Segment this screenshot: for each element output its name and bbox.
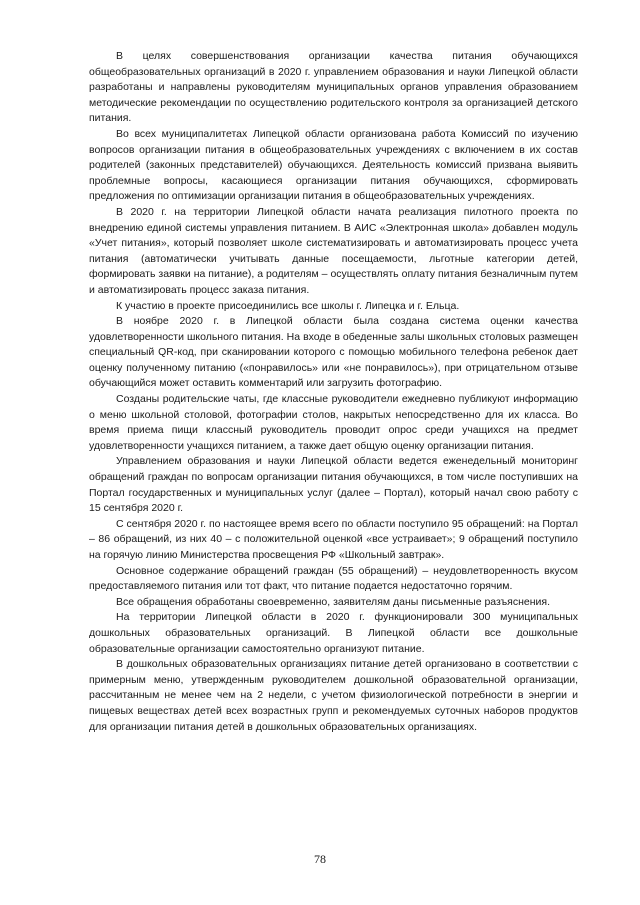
paragraph: В ноябре 2020 г. в Липецкой области была создана система оценки качества удовлетворенности школьного питания. На входе в обеденные залы школьных столовых размещен специальный QR-код, при сканировании которого с помощью мобильного телефона ребенок дает оценку полученному питанию («понравилось» или «не понравилось»), при отрицательном отзыве обучающийся может оставить комментарий или загрузить фотографию. bbox=[89, 315, 578, 390]
paragraph: С сентября 2020 г. по настоящее время всего по области поступило 95 обращений: на Портал – 86 обращений, из них 40 – с положительной оценкой «все устраивает»; 9 обращений поступило на горячую линию Министерства просвещения РФ «Школьный завтрак». bbox=[89, 517, 578, 561]
paragraph: К участию в проекте присоединились все школы г. Липецка и г. Ельца. bbox=[116, 299, 460, 312]
paragraph: Основное содержание обращений граждан (55 обращений) – неудовлетворенность вкусом предоставляемого питания или тот факт, что питание подается недостаточно горячим. bbox=[89, 564, 578, 593]
paragraph: Созданы родительские чаты, где классные руководители ежедневно публикуют информацию о меню школьной столовой, фотографии столов, накрытых непосредственно для их класса. Во время приема пищи классный руководитель проводит опрос среди учащихся на предмет удовлетворенности учащихся питанием, а также дает общую оценку организации питания. bbox=[89, 393, 578, 452]
paragraph: В 2020 г. на территории Липецкой области начата реализация пилотного проекта по внедрению единой системы управления питанием. В АИС «Электронная школа» добавлен модуль «Учет питания», который позволяет школе систематизировать и автоматизировать процесс учета питания (автоматически учитывать данные посещаемости, льготные категории детей, формировать заявки на питание), а родителям – осуществлять оплату питания безналичным путем и автоматизировать процесс заказа питания. bbox=[89, 205, 578, 296]
page-number: 78 bbox=[314, 852, 326, 866]
paragraph: Управлением образования и науки Липецкой области ведется еженедельный мониторинг обращений граждан по вопросам организации питания обучающихся, в том числе поступивших на Портал государственных и муниципальных услуг (далее – Портал), который начал свою работу с 15 сентября 2020 г. bbox=[89, 455, 578, 515]
paragraph: Во всех муниципалитетах Липецкой области организована работа Комиссий по изучению вопросов организации питания в общеобразовательных учреждениях с включением в их состав родителей (законных представителей) обучающихся. Деятельность комиссий призвана выявить проблемные вопросы, касающиеся организации питания обучающихся, сформировать предложения по оптимизации организации питания в общеобразовательных учреждениях. bbox=[89, 127, 578, 203]
paragraph: На территории Липецкой области в 2020 г. функционировали 300 муниципальных дошкольных образовательных организаций. В Липецкой области все дошкольные образовательные организации самостоятельно организуют питание. bbox=[89, 611, 578, 655]
paragraph: Все обращения обработаны своевременно, заявителям даны письменные разъяснения. bbox=[116, 595, 551, 608]
paragraph: В целях совершенствования организации качества питания обучающихся общеобразовательных организаций в 2020 г. управлением образования и науки Липецкой области разработаны и направлены руководителям муниципальных органов управления образованием методические рекомендации по осуществлению родительского контроля за организацией детского питания. bbox=[89, 50, 578, 125]
paragraph: В дошкольных образовательных организациях питание детей организовано в соответствии с примерным меню, утвержденным руководителем дошкольной образовательной организации, рассчитанным не менее чем на 2 недели, с учетом физиологической потребности в энергии и пищевых веществах детей всех возрастных групп и рекомендуемых суточных наборов продуктов для организации питания детей в дошкольных образовательных организациях. bbox=[89, 658, 578, 733]
page-body bbox=[89, 49, 578, 735]
